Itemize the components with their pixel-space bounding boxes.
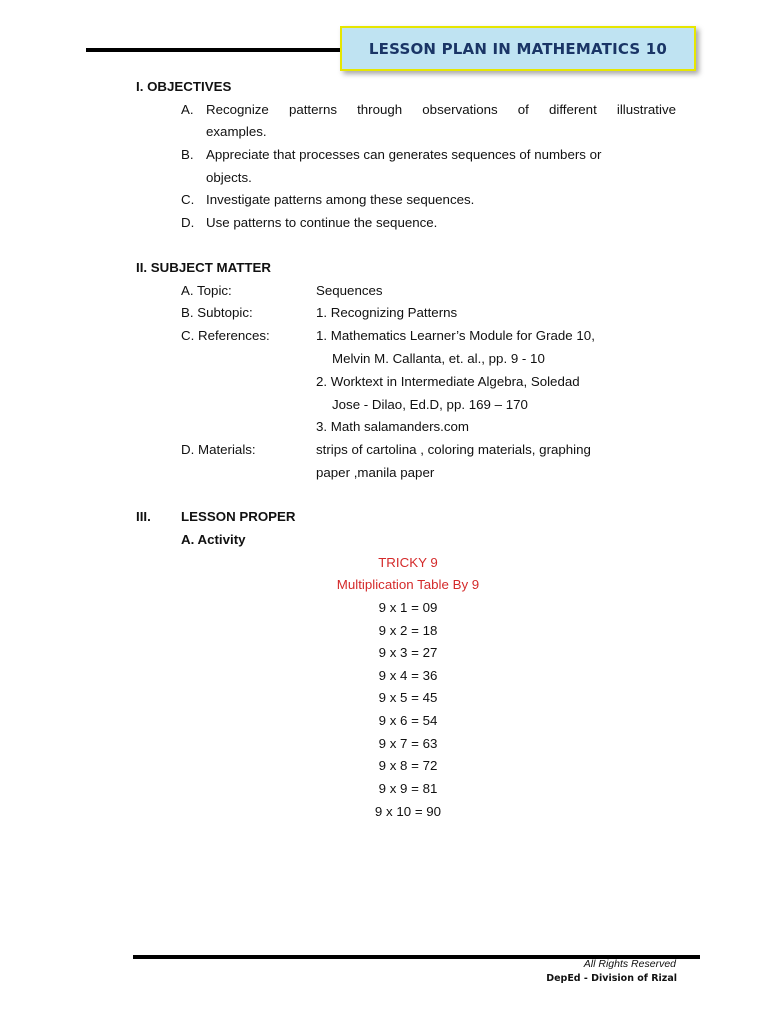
subject-matter-heading: II. SUBJECT MATTER: [136, 260, 271, 275]
word: different: [548, 102, 597, 117]
word: Recognize: [206, 102, 269, 117]
lesson-proper-heading: LESSON PROPER: [181, 509, 296, 524]
table-row: 9 x 4 = 36: [378, 668, 438, 683]
references-label: C. References:: [181, 328, 270, 343]
word: illustrative: [616, 102, 676, 117]
activity-title: TRICKY 9: [378, 555, 438, 570]
table-row: 9 x 6 = 54: [378, 713, 438, 728]
materials-line: strips of cartolina , coloring materials, graphing: [316, 442, 591, 457]
materials-label: D. Materials:: [181, 442, 256, 457]
table-row: 9 x 1 = 09: [378, 600, 438, 615]
lesson-proper-numeral: III.: [136, 509, 151, 524]
objectives-heading: I. OBJECTIVES: [136, 79, 232, 94]
table-row: 9 x 8 = 72: [378, 758, 438, 773]
table-row: 9 x 2 = 18: [378, 623, 438, 638]
objective-a-letter: A.: [181, 102, 194, 117]
reference-line: Melvin M. Callanta, et. al., pp. 9 - 10: [332, 351, 545, 366]
table-row: 9 x 7 = 63: [378, 736, 438, 751]
activity-subtitle: Multiplication Table By 9: [336, 577, 480, 592]
objective-b-line2: objects.: [206, 170, 252, 185]
objective-a-line1: [206, 102, 676, 117]
objective-b-letter: B.: [181, 147, 194, 162]
word: observations: [422, 102, 498, 117]
objective-b-line1: Appreciate that processes can generates sequences of numbers or: [206, 147, 602, 162]
subtopic-label: B. Subtopic:: [181, 305, 253, 320]
word: through: [357, 102, 403, 117]
objective-d-letter: D.: [181, 215, 195, 230]
header-rule: [86, 48, 348, 52]
reference-line: 2. Worktext in Intermediate Algebra, Soledad: [316, 374, 580, 389]
word: of: [517, 102, 529, 117]
objective-c-letter: C.: [181, 192, 195, 207]
table-row: 9 x 3 = 27: [378, 645, 438, 660]
reference-line: 3. Math salamanders.com: [316, 419, 469, 434]
objective-c-line1: Investigate patterns among these sequences.: [206, 192, 475, 207]
topic-label: A. Topic:: [181, 283, 232, 298]
table-row: 9 x 5 = 45: [378, 690, 438, 705]
footer-division: DepEd - Division of Rizal: [546, 973, 677, 984]
activity-heading: A. Activity: [181, 532, 246, 547]
table-row: 9 x 9 = 81: [378, 781, 438, 796]
reference-line: Jose - Dilao, Ed.D, pp. 169 – 170: [332, 397, 528, 412]
objective-d-line1: Use patterns to continue the sequence.: [206, 215, 438, 230]
objective-a-line2: examples.: [206, 124, 267, 139]
document-title: LESSON PLAN IN MATHEMATICS 10: [340, 26, 696, 71]
topic-value: Sequences: [316, 283, 383, 298]
footer-rights: All Rights Reserved: [583, 958, 676, 970]
word: patterns: [288, 102, 337, 117]
table-row: 9 x 10 = 90: [374, 804, 442, 819]
subtopic-value: 1. Recognizing Patterns: [316, 305, 458, 320]
reference-line: 1. Mathematics Learner’s Module for Grade 10,: [316, 328, 595, 343]
materials-line: paper ,manila paper: [316, 465, 435, 480]
